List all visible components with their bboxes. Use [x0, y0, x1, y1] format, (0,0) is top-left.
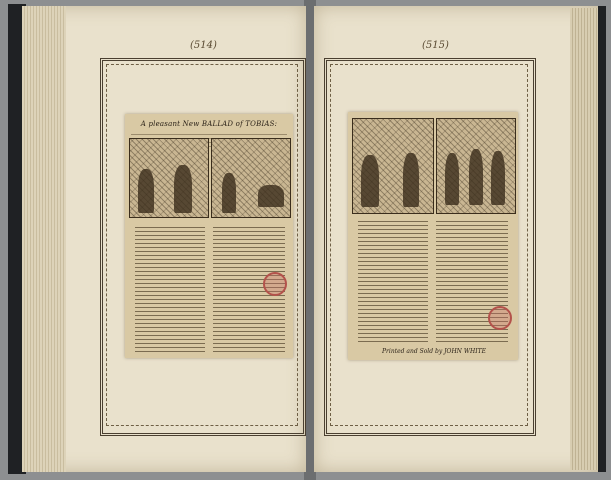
- right-page-edges: [570, 8, 598, 470]
- ballad-sheet-right: [348, 112, 518, 360]
- left-page-edges: [22, 6, 66, 472]
- ballad-title: A pleasant New BALLAD of TOBIAS:: [140, 120, 278, 128]
- left-folio: (514): [190, 40, 217, 51]
- woodcut-image: [352, 118, 434, 214]
- figure: [174, 165, 192, 213]
- figure: [258, 185, 284, 207]
- figure: [469, 149, 483, 205]
- ballad-column: [358, 218, 428, 342]
- imprint-line: Printed and Sold by JOHN WHITE: [382, 348, 486, 355]
- figure: [445, 153, 459, 205]
- figure: [138, 169, 154, 213]
- ballad-column: [135, 224, 205, 352]
- figure: [361, 155, 379, 207]
- woodcut-image: [211, 138, 291, 218]
- figure: [222, 173, 236, 213]
- library-stamp: [488, 306, 512, 330]
- right-folio: (515): [422, 40, 449, 51]
- library-stamp: [263, 272, 287, 296]
- woodcut-image: [436, 118, 516, 214]
- woodcut-image: [129, 138, 209, 218]
- figure: [491, 151, 505, 205]
- figure: [403, 153, 419, 207]
- ballad-sheet-left: [125, 114, 293, 358]
